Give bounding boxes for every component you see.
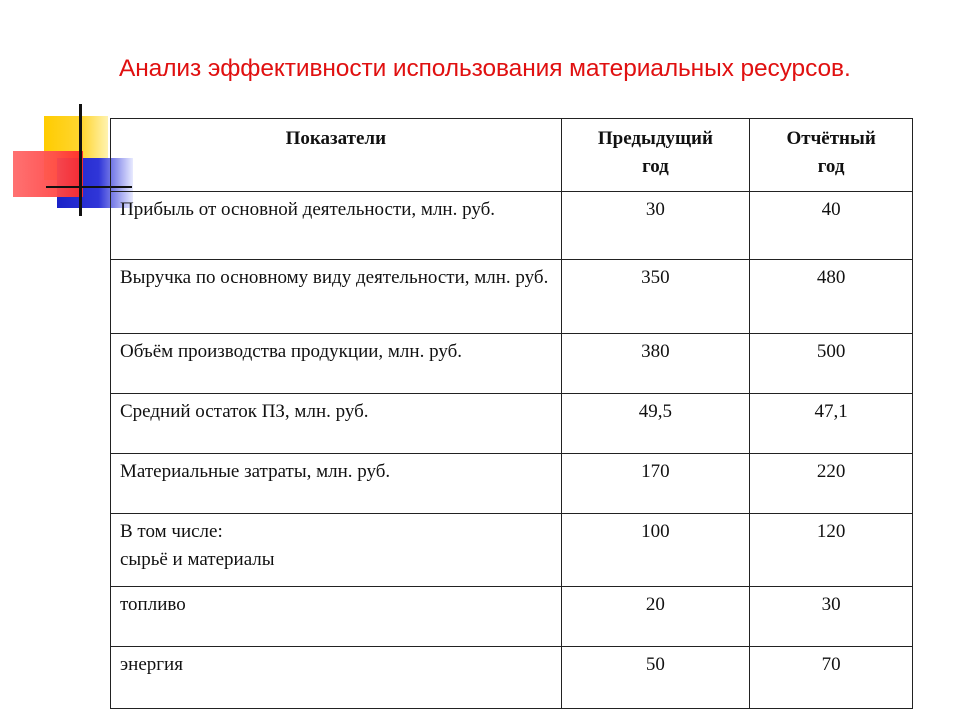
- row-previous-value: 100: [561, 514, 750, 587]
- table-row: [111, 394, 913, 454]
- table-row: [111, 587, 913, 647]
- row-previous-value: 380: [561, 334, 750, 394]
- row-indicator: Выручка по основному виду деятельности, млн. руб.: [111, 260, 562, 334]
- header-previous-year: Предыдущий год: [561, 119, 750, 192]
- slide-title: Анализ эффективности использования материальных ресурсов.: [119, 55, 851, 82]
- row-current-value: 47,1: [750, 394, 913, 454]
- table-header-row: [111, 119, 913, 192]
- row-indicator: энергия: [111, 647, 562, 709]
- table-row: [111, 192, 913, 260]
- row-current-value: 40: [750, 192, 913, 260]
- row-previous-value: 50: [561, 647, 750, 709]
- decor-red-square: [13, 151, 83, 197]
- row-current-value: 480: [750, 260, 913, 334]
- row-previous-value: 350: [561, 260, 750, 334]
- row-current-value: 220: [750, 454, 913, 514]
- table-row: [111, 514, 913, 587]
- row-previous-value: 20: [561, 587, 750, 647]
- row-indicator: Прибыль от основной деятельности, млн. руб.: [111, 192, 562, 260]
- row-indicator: В том числе: сырьё и материалы: [111, 514, 562, 587]
- row-indicator: Материальные затраты, млн. руб.: [111, 454, 562, 514]
- resources-table: [110, 118, 913, 709]
- table-row: [111, 454, 913, 514]
- header-current-year: Отчётный год: [750, 119, 913, 192]
- row-current-value: 70: [750, 647, 913, 709]
- table-row: [111, 334, 913, 394]
- row-current-value: 120: [750, 514, 913, 587]
- row-indicator: топливо: [111, 587, 562, 647]
- table-row: [111, 647, 913, 709]
- row-current-value: 30: [750, 587, 913, 647]
- row-current-value: 500: [750, 334, 913, 394]
- table-row: [111, 260, 913, 334]
- row-previous-value: 49,5: [561, 394, 750, 454]
- decor-vertical-line: [79, 104, 82, 216]
- row-previous-value: 170: [561, 454, 750, 514]
- row-previous-value: 30: [561, 192, 750, 260]
- row-indicator: Объём производства продукции, млн. руб.: [111, 334, 562, 394]
- header-indicator: Показатели: [111, 119, 562, 192]
- row-indicator: Средний остаток ПЗ, млн. руб.: [111, 394, 562, 454]
